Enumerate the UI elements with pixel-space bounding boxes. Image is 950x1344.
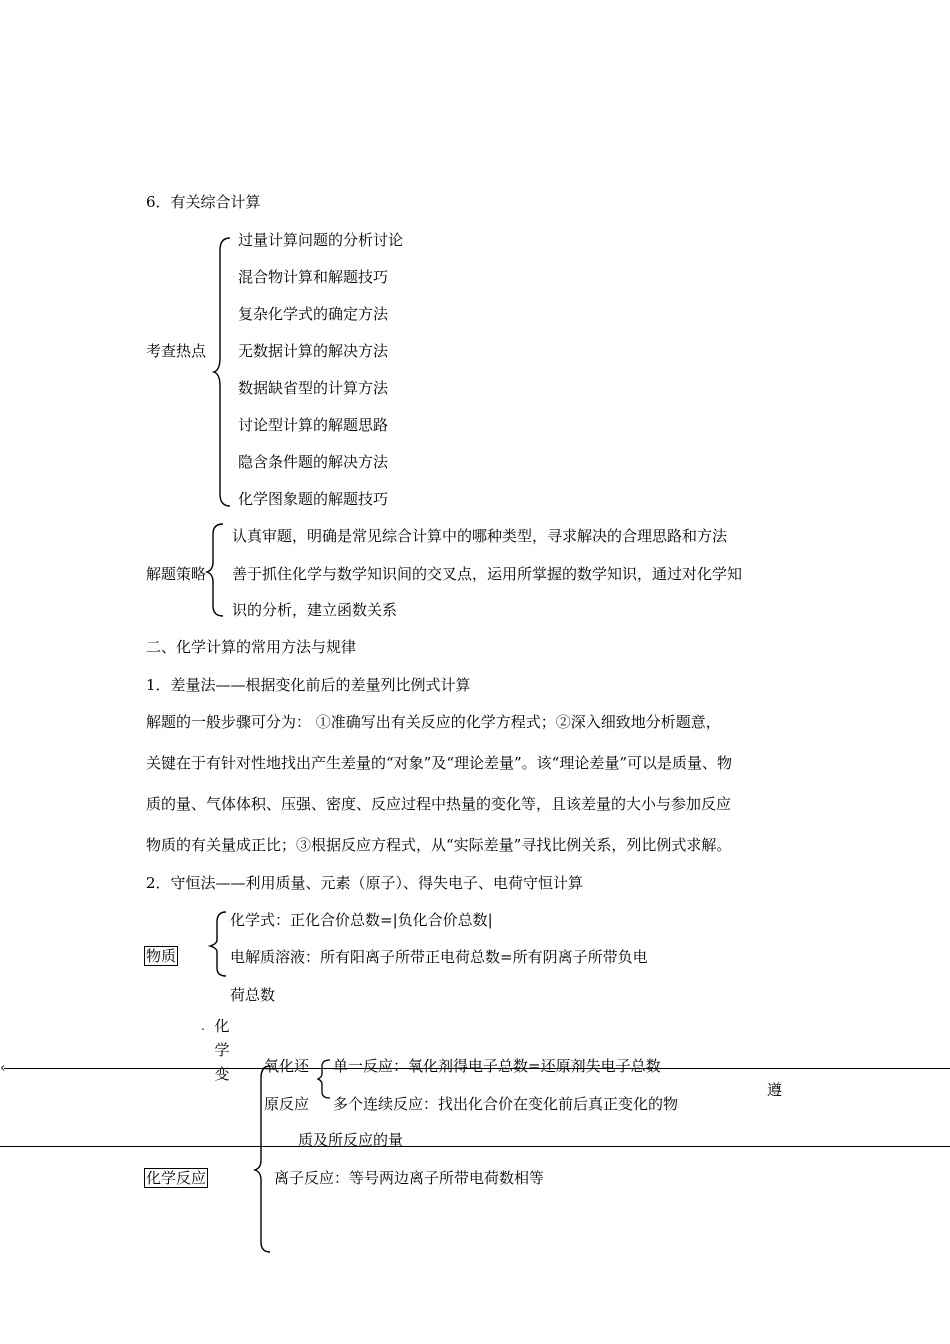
arrow-left-icon: ‹ (0, 1060, 6, 1076)
part-2-heading: 二、化学计算的常用方法与规律 (146, 638, 357, 656)
strategy-item: 善于抓住化学与数学知识间的交叉点，运用所掌握的数学知识，通过对化学知 (232, 565, 743, 583)
hotspots-label: 考查热点 (146, 342, 207, 360)
hotspot-item: 复杂化学式的确定方法 (238, 305, 389, 323)
hotspot-item: 讨论型计算的解题思路 (238, 416, 389, 434)
hotspot-item: 过量计算问题的分析讨论 (238, 231, 404, 249)
hotspot-item: 隐含条件题的解决方法 (238, 453, 389, 471)
change-char: 化 (214, 1017, 230, 1035)
strategy-item: 认真审题，明确是常见综合计算中的哪种类型，寻求解决的合理思路和方法 (232, 527, 728, 545)
strategy-label: 解题策略 (146, 565, 207, 583)
matter-item: 化学式：正化合价总数=|负化合价总数| (230, 911, 493, 929)
hotspot-item: 无数据计算的解决方法 (238, 342, 389, 360)
strategy-item: 识的分析，建立函数关系 (232, 601, 398, 619)
method-2-title: 2．守恒法——利用质量、元素（原子）、得失电子、电荷守恒计算 (146, 874, 584, 892)
hotspot-item: 化学图象题的解题技巧 (238, 490, 389, 508)
dot-mark: . (201, 1019, 205, 1033)
follow-char: 遵 (767, 1081, 783, 1099)
hotspot-item: 数据缺省型的计算方法 (238, 379, 389, 397)
change-char: 变 (214, 1065, 230, 1083)
ion-reaction-item: 离子反应：等号两边离子所带电荷数相等 (274, 1169, 545, 1187)
horizontal-rule-bottom (0, 1146, 950, 1147)
matter-item: 荷总数 (230, 986, 276, 1004)
strategy-brace (205, 522, 227, 618)
redox-item: 质及所反应的量 (298, 1131, 404, 1149)
method-1-paragraph-line: 关键在于有针对性地找出产生差量的“对象”及“理论差量”。该“理论差量”可以是质量、物 (146, 754, 733, 772)
method-1-paragraph-line: 质的量、气体体积、压强、密度、反应过程中热量的变化等，且该差量的大小与参加反应 (146, 795, 732, 813)
redox-label-line-2: 原反应 (264, 1095, 310, 1113)
hotspots-brace (212, 236, 234, 510)
matter-brace (208, 910, 230, 980)
matter-item: 电解质溶液：所有阳离子所带正电荷总数=所有阴离子所带负电 (230, 948, 648, 966)
redox-item: 多个连续反应：找出化合价在变化前后真正变化的物 (333, 1095, 679, 1113)
redox-brace (316, 1058, 334, 1100)
method-1-title: 1．差量法——根据变化前后的差量列比例式计算 (146, 676, 471, 694)
section-6-heading: 6．有关综合计算 (146, 193, 261, 211)
matter-label: 物质 (146, 947, 177, 965)
change-char: 学 (214, 1041, 230, 1059)
method-1-paragraph-line: 物质的有关量成正比；③根据反应方程式，从“实际差量”寻找比例关系，列比例式求解。 (146, 836, 732, 854)
reaction-brace (252, 1064, 274, 1256)
reaction-label: 化学反应 (146, 1169, 207, 1187)
redox-item: 单一反应：氧化剂得电子总数=还原剂失电子总数 (333, 1057, 661, 1075)
hotspot-item: 混合物计算和解题技巧 (238, 268, 389, 286)
redox-label-line-1: 氧化还 (264, 1057, 310, 1075)
method-1-paragraph-line: 解题的一般步骤可分为： ①准确写出有关反应的化学方程式；②深入细致地分析题意， (146, 713, 721, 731)
